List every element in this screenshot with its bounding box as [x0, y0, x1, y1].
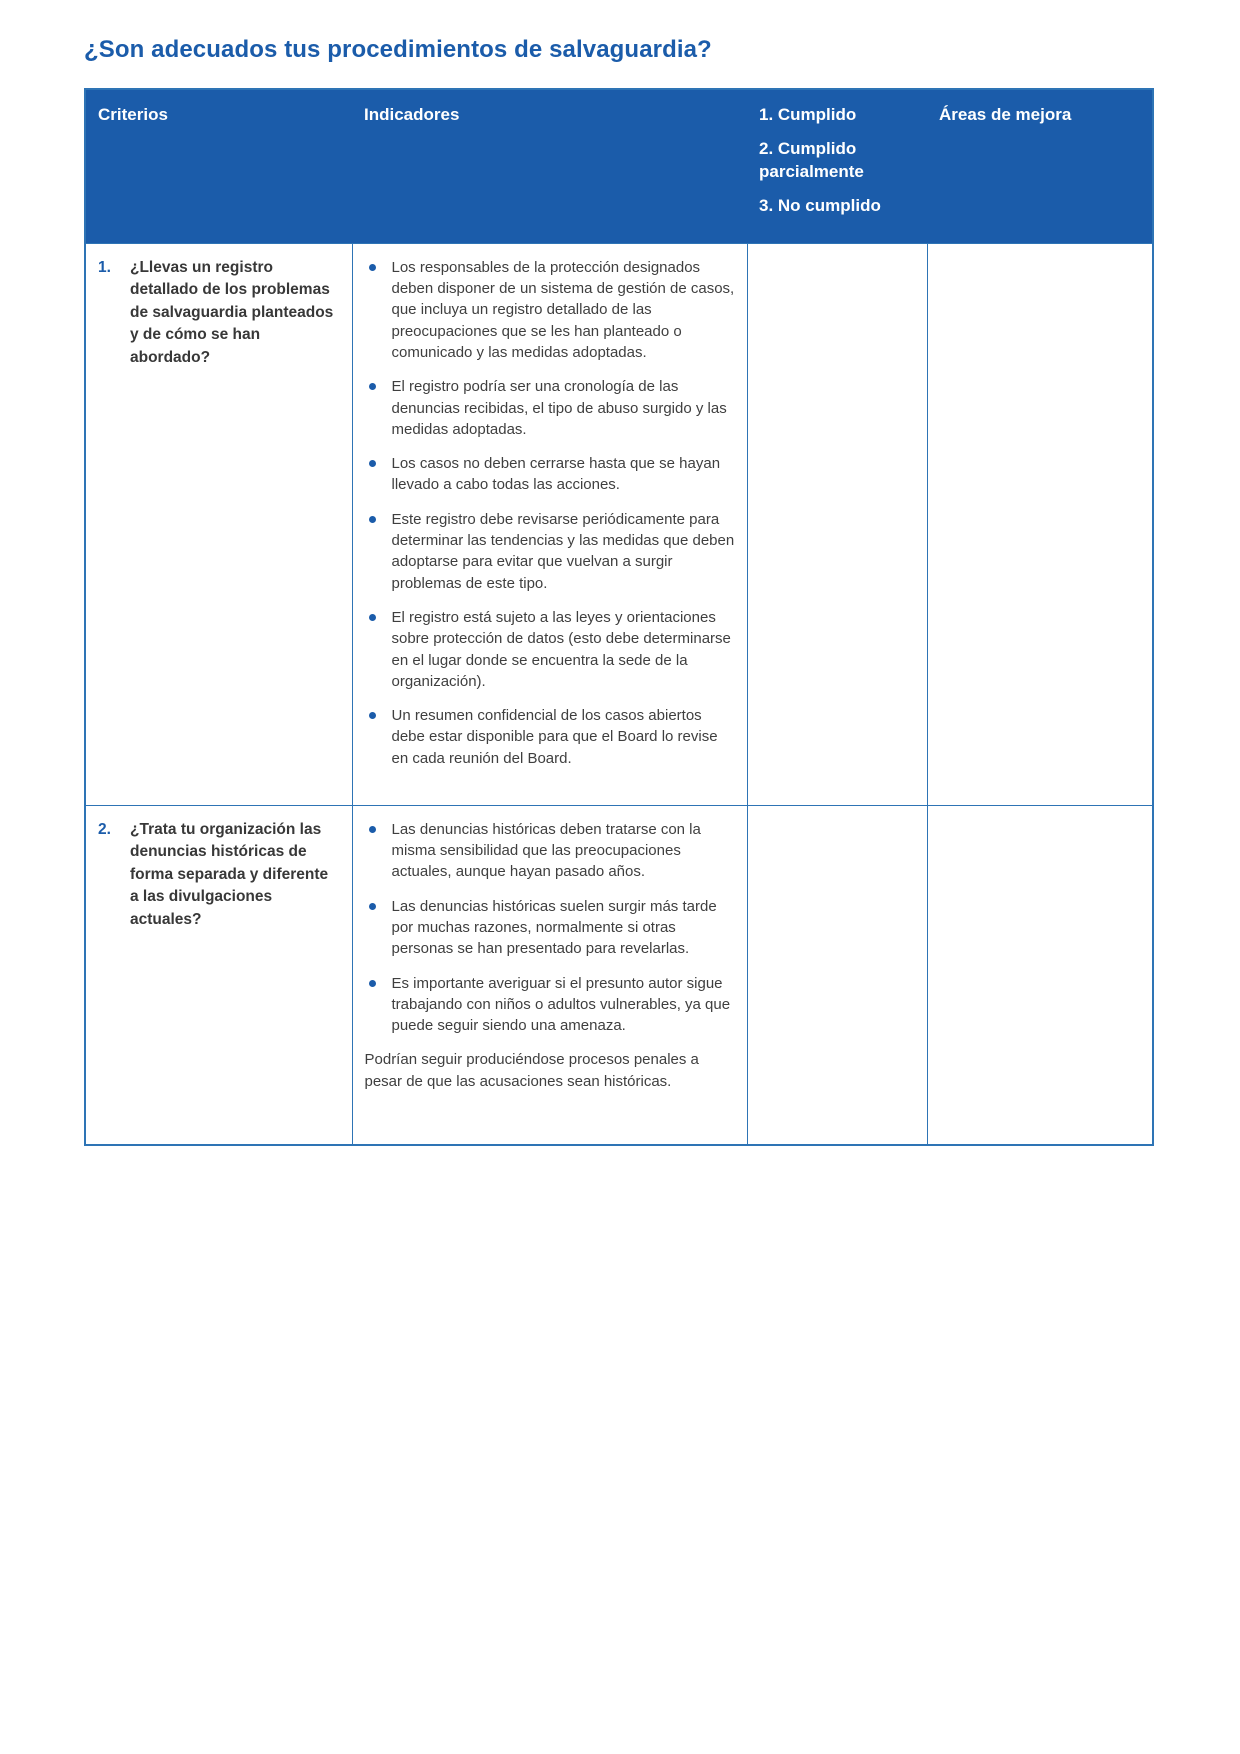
criterion-number: 2.	[98, 820, 111, 838]
indicator-item: El registro podría ser una cronología de las denuncias recibidas, el tipo de abuso surgido y las medidas adoptadas.	[365, 376, 735, 440]
indicator-list	[365, 257, 735, 769]
safeguarding-checklist-table	[84, 88, 1154, 1146]
column-header-indicadores: Indicadores	[352, 89, 747, 243]
criterion-text: ¿Trata tu organización las denuncias históricas de forma separada y diferente a las divulgaciones actuales?	[130, 820, 329, 928]
status-entry-cell-1[interactable]	[747, 243, 927, 805]
indicator-item: El registro está sujeto a las leyes y orientaciones sobre protección de datos (esto debe determinarse en el lugar donde se encuentra la sede de la organización).	[365, 607, 735, 692]
indicator-item: Es importante averiguar si el presunto autor sigue trabajando con niños o adultos vulnerables, ya que puede seguir siendo una amenaza.	[365, 973, 735, 1037]
indicator-item: Un resumen confidencial de los casos abiertos debe estar disponible para que el Board lo revise en cada reunión del Board.	[365, 705, 735, 769]
column-header-criterios: Criterios	[85, 89, 352, 243]
criterion-text: ¿Llevas un registro detallado de los problemas de salvaguardia planteados y de cómo se han abordado?	[130, 258, 334, 366]
status-option-cumplido: 1. Cumplido	[759, 105, 857, 124]
indicators-cell-2	[352, 805, 747, 1145]
status-option-no-cumplido: 3. No cumplido	[759, 195, 881, 215]
indicator-item: Este registro debe revisarse periódicamente para determinar las tendencias y las medidas que deben adoptarse para evitar que vuelvan a surgir problemas de este tipo.	[365, 509, 735, 594]
criterion-number: 1.	[98, 258, 111, 276]
indicator-note: Podrían seguir produciéndose procesos penales a pesar de que las acusaciones sean históricas.	[364, 1051, 699, 1090]
indicator-item: Los casos no deben cerrarse hasta que se hayan llevado a cabo todas las acciones.	[365, 453, 735, 496]
indicator-item: Las denuncias históricas deben tratarse con la misma sensibilidad que las preocupaciones actuales, aunque hayan pasado años.	[365, 819, 735, 883]
status-entry-cell-2[interactable]	[747, 805, 927, 1145]
improvement-entry-cell-1[interactable]	[927, 243, 1153, 805]
page-title: ¿Son adecuados tus procedimientos de salvaguardia?	[84, 36, 712, 63]
table-header-row	[85, 89, 1153, 243]
column-header-cumplimiento	[747, 89, 927, 243]
indicator-item: Las denuncias históricas suelen surgir más tarde por muchas razones, normalmente si otras personas se han presentado para revelarlas.	[365, 896, 735, 960]
criterion-cell-2	[85, 805, 352, 1145]
column-header-areas-de-mejora: Áreas de mejora	[927, 89, 1153, 243]
status-option-cumplido-parcialmente: 2. Cumplido parcialmente	[759, 138, 864, 181]
indicators-cell-1	[352, 243, 747, 805]
table-row-1	[85, 243, 1153, 805]
improvement-entry-cell-2[interactable]	[927, 805, 1153, 1145]
criterion-cell-1	[85, 243, 352, 805]
table-row-2	[85, 805, 1153, 1145]
indicator-item: Los responsables de la protección designados deben disponer de un sistema de gestión de casos, que incluya un registro detallado de las preocupaciones que se les han planteado o comunicado y las medidas adoptadas.	[365, 257, 735, 363]
indicator-list	[365, 819, 735, 1037]
